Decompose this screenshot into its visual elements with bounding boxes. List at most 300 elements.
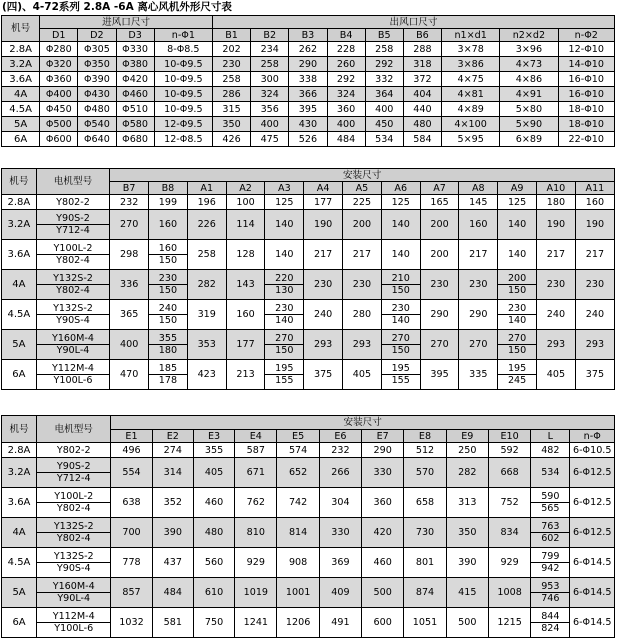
length-cell-line: 565 [531, 502, 569, 514]
value-cell: 318 [403, 57, 441, 72]
value-cell: Φ500 [40, 117, 78, 132]
value-cell: 290 [459, 300, 498, 330]
length-cell-line: 799 [541, 551, 560, 562]
value-cell-line: 230 [391, 303, 410, 314]
column-header: A7 [420, 182, 459, 195]
value-cell: 356 [251, 102, 289, 117]
column-header: E7 [362, 430, 404, 443]
column-header: B7 [110, 182, 149, 195]
column-header: A1 [187, 182, 226, 195]
value-cell: 330 [319, 518, 361, 548]
motor-model-cell-line: Y112M-4 [51, 363, 94, 374]
motor-model-cell [36, 240, 110, 270]
mounting-size-table-a [1, 168, 615, 390]
value-cell: 217 [343, 240, 382, 270]
value-cell [149, 270, 188, 300]
value-cell: 440 [403, 102, 441, 117]
value-cell: 437 [152, 548, 193, 578]
table-row [2, 210, 615, 240]
value-cell: 6-Φ12.5 [570, 458, 615, 488]
value-cell: 6-Φ12.5 [570, 488, 615, 518]
value-cell: 491 [319, 608, 361, 638]
value-cell: 375 [304, 360, 343, 390]
value-cell: 262 [289, 42, 327, 57]
page-title: (四)、4-72系列 2.8A -6A 离心风机外形尺寸表 [2, 1, 232, 13]
value-cell: 177 [304, 195, 343, 210]
value-cell: 114 [226, 210, 265, 240]
value-cell: 395 [289, 102, 327, 117]
value-cell-line: 195 [391, 363, 410, 374]
column-header: A9 [498, 182, 537, 195]
motor-model-cell [37, 608, 111, 638]
table-row [2, 608, 615, 638]
value-cell: 140 [498, 210, 537, 240]
value-cell-line: 155 [265, 374, 303, 386]
value-cell: 1019 [235, 578, 277, 608]
value-cell: 160 [149, 210, 188, 240]
column-header: E4 [235, 430, 277, 443]
value-cell [381, 330, 420, 360]
value-cell: 200 [343, 210, 382, 240]
value-cell: 874 [404, 578, 446, 608]
value-cell-line: 355 [158, 333, 178, 344]
value-cell: 390 [152, 518, 193, 548]
value-cell-line: 180 [149, 344, 187, 356]
column-header: B3 [289, 29, 327, 42]
value-cell: 574 [277, 443, 319, 458]
value-cell-line: 270 [507, 333, 527, 344]
column-header: B5 [365, 29, 403, 42]
value-cell: 16-Φ10 [558, 72, 614, 87]
motor-model-cell [37, 548, 111, 578]
value-cell: 460 [362, 548, 404, 578]
value-cell: 500 [362, 578, 404, 608]
value-cell: 260 [327, 57, 365, 72]
value-cell [498, 330, 537, 360]
length-cell-line: 942 [531, 562, 569, 574]
motor-model-cell-line: Y90L-4 [37, 344, 110, 356]
value-cell: 160 [575, 195, 614, 210]
value-cell: 908 [277, 548, 319, 578]
value-cell: 512 [404, 443, 446, 458]
column-header: E5 [277, 430, 319, 443]
header-motor-model: 电机型号 [37, 416, 111, 443]
value-cell: 801 [404, 548, 446, 578]
value-cell: 282 [187, 270, 226, 300]
value-cell: 293 [537, 330, 576, 360]
motor-model-cell-line: Y712-4 [37, 472, 110, 484]
table-row [2, 87, 615, 102]
value-cell: 395 [420, 360, 459, 390]
value-cell-line: 140 [498, 314, 536, 326]
length-cell-line: 602 [531, 532, 569, 544]
value-cell [265, 330, 304, 360]
value-cell: 426 [212, 132, 250, 147]
value-cell: 1051 [404, 608, 446, 638]
value-cell: 230 [304, 270, 343, 300]
value-cell: 355 [193, 443, 234, 458]
value-cell: 200 [420, 210, 459, 240]
machine-no-cell: 5A [2, 578, 37, 608]
value-cell: 300 [251, 72, 289, 87]
value-cell: Φ350 [78, 57, 116, 72]
length-cell [531, 488, 570, 518]
value-cell: 762 [235, 488, 277, 518]
value-cell: 266 [319, 458, 361, 488]
value-cell: Φ540 [78, 117, 116, 132]
value-cell: 470 [110, 360, 149, 390]
machine-no-cell: 2.8A [2, 42, 40, 57]
table-row [2, 102, 615, 117]
column-header: E6 [319, 430, 361, 443]
value-cell-line: 150 [149, 284, 187, 296]
value-cell: 200 [420, 240, 459, 270]
value-cell: 293 [575, 330, 614, 360]
value-cell: 450 [365, 117, 403, 132]
value-cell: 3×78 [442, 42, 500, 57]
value-cell: 350 [446, 518, 488, 548]
value-cell: 752 [488, 488, 530, 518]
column-header: B4 [327, 29, 365, 42]
value-cell: 140 [498, 240, 537, 270]
table-row [2, 132, 615, 147]
value-cell: 372 [403, 72, 441, 87]
value-cell: 336 [110, 270, 149, 300]
value-cell: 778 [111, 548, 152, 578]
header-outlet-size: 出风口尺寸 [212, 16, 614, 29]
motor-model-cell-line: Y132S-2 [53, 521, 94, 532]
value-cell: 584 [403, 132, 441, 147]
column-header: A10 [537, 182, 576, 195]
value-cell: 405 [343, 360, 382, 390]
column-header: A8 [459, 182, 498, 195]
value-cell: 125 [498, 195, 537, 210]
value-cell: 140 [265, 240, 304, 270]
motor-model-cell-line: Y90S-4 [37, 562, 110, 574]
value-cell: 581 [152, 608, 193, 638]
value-cell: 274 [152, 443, 193, 458]
table-row [2, 72, 615, 87]
value-cell: Φ330 [116, 42, 154, 57]
table-row [2, 270, 615, 300]
table-row [2, 518, 615, 548]
value-cell: 360 [327, 102, 365, 117]
value-cell: 360 [362, 488, 404, 518]
table-row [2, 117, 615, 132]
value-cell-line: 150 [498, 344, 536, 356]
value-cell: 292 [365, 57, 403, 72]
value-cell: 409 [319, 578, 361, 608]
motor-model-cell [36, 330, 110, 360]
value-cell: 230 [459, 270, 498, 300]
value-cell: 834 [488, 518, 530, 548]
value-cell: 404 [403, 87, 441, 102]
value-cell: 292 [327, 72, 365, 87]
value-cell: Φ510 [116, 102, 154, 117]
value-cell: 313 [446, 488, 488, 518]
column-header: n2×d2 [500, 29, 558, 42]
value-cell: 324 [327, 87, 365, 102]
column-header: A4 [304, 182, 343, 195]
machine-no-cell: 4.5A [2, 548, 37, 578]
machine-no-cell: 6A [2, 132, 40, 147]
machine-no-cell: 6A [2, 608, 37, 638]
value-cell: 190 [304, 210, 343, 240]
value-cell-line: 150 [149, 314, 187, 326]
table-row [2, 57, 615, 72]
value-cell: Φ360 [40, 72, 78, 87]
column-header: E10 [488, 430, 530, 443]
value-cell: 270 [110, 210, 149, 240]
motor-model-cell [37, 578, 111, 608]
table-row [2, 300, 615, 330]
value-cell-line: 195 [275, 363, 294, 374]
value-cell: Φ320 [40, 57, 78, 72]
value-cell: Φ400 [40, 87, 78, 102]
motor-model-cell [37, 458, 111, 488]
value-cell: 1215 [488, 608, 530, 638]
value-cell: 929 [235, 548, 277, 578]
value-cell: 3×86 [442, 57, 500, 72]
value-cell: 14-Φ10 [558, 57, 614, 72]
column-header: n-Φ1 [154, 29, 212, 42]
value-cell: 1032 [111, 608, 152, 638]
value-cell: 700 [111, 518, 152, 548]
value-cell: 18-Φ10 [558, 102, 614, 117]
value-cell: 10-Φ9.5 [154, 57, 212, 72]
column-header: A5 [343, 182, 382, 195]
value-cell: 400 [365, 102, 403, 117]
machine-no-cell: 3.6A [2, 240, 37, 270]
value-cell [381, 300, 420, 330]
value-cell: 4×81 [442, 87, 500, 102]
value-cell: 213 [226, 360, 265, 390]
value-cell: 405 [193, 458, 234, 488]
value-cell: 240 [575, 300, 614, 330]
value-cell: 6-Φ14.5 [570, 608, 615, 638]
value-cell: 290 [362, 443, 404, 458]
value-cell: 338 [289, 72, 327, 87]
value-cell: 610 [193, 578, 234, 608]
value-cell [498, 270, 537, 300]
value-cell: 658 [404, 488, 446, 518]
value-cell: 10-Φ9.5 [154, 72, 212, 87]
value-cell-line: 140 [265, 314, 303, 326]
value-cell-line: 200 [507, 273, 527, 284]
value-cell: 145 [459, 195, 498, 210]
value-cell: Φ420 [116, 72, 154, 87]
machine-no-cell: 6A [2, 360, 37, 390]
value-cell: 4×75 [442, 72, 500, 87]
length-cell [531, 608, 570, 638]
table-row [2, 360, 615, 390]
value-cell: Φ600 [40, 132, 78, 147]
motor-model-cell-line: Y90S-2 [56, 461, 91, 472]
column-header: E1 [111, 430, 152, 443]
value-cell: 730 [404, 518, 446, 548]
machine-no-cell: 4A [2, 270, 37, 300]
value-cell: 1206 [277, 608, 319, 638]
value-cell: Φ305 [78, 42, 116, 57]
value-cell-line: 210 [391, 273, 410, 284]
value-cell [381, 360, 420, 390]
value-cell: 128 [226, 240, 265, 270]
value-cell: 125 [265, 195, 304, 210]
column-header: E8 [404, 430, 446, 443]
value-cell: 5×80 [500, 102, 558, 117]
value-cell: 286 [212, 87, 250, 102]
value-cell: Φ280 [40, 42, 78, 57]
column-header: B6 [403, 29, 441, 42]
value-cell: 810 [235, 518, 277, 548]
value-cell-line: 140 [382, 314, 420, 326]
value-cell-line: 150 [382, 284, 420, 296]
value-cell: 6×89 [500, 132, 558, 147]
value-cell: 475 [251, 132, 289, 147]
machine-no-cell: 4.5A [2, 102, 40, 117]
motor-model-cell-line: Y90L-4 [37, 592, 110, 604]
value-cell-line: 240 [158, 303, 178, 314]
value-cell: 199 [149, 195, 188, 210]
machine-no-cell: 3.2A [2, 210, 37, 240]
value-cell: 1241 [235, 608, 277, 638]
value-cell: 258 [212, 72, 250, 87]
value-cell: 258 [365, 42, 403, 57]
motor-model-cell-line: Y160M-4 [52, 581, 95, 592]
value-cell-line: 245 [498, 374, 536, 386]
mounting-size-table-e [1, 415, 615, 638]
value-cell: 240 [304, 300, 343, 330]
value-cell: 10-Φ9.5 [154, 87, 212, 102]
table-row [2, 330, 615, 360]
value-cell: 814 [277, 518, 319, 548]
value-cell: 217 [304, 240, 343, 270]
value-cell: 364 [365, 87, 403, 102]
value-cell: 230 [537, 270, 576, 300]
value-cell: 10-Φ9.5 [154, 102, 212, 117]
column-header: A3 [265, 182, 304, 195]
length-cell [531, 548, 570, 578]
column-header: D3 [116, 29, 154, 42]
motor-model-cell-line: Y112M-4 [52, 611, 95, 622]
header-inlet-size: 进风口尺寸 [40, 16, 213, 29]
value-cell: 929 [488, 548, 530, 578]
value-cell: 350 [212, 117, 250, 132]
header-motor-model: 电机型号 [36, 169, 110, 195]
value-cell-line: 220 [275, 273, 294, 284]
value-cell: 6-Φ14.5 [570, 578, 615, 608]
value-cell: 319 [187, 300, 226, 330]
value-cell: 496 [111, 443, 152, 458]
value-cell: 526 [289, 132, 327, 147]
column-header: E9 [446, 430, 488, 443]
length-cell-line: 590 [541, 491, 560, 502]
value-cell: 4×89 [442, 102, 500, 117]
value-cell-line: 270 [275, 333, 294, 344]
motor-model-cell-line: Y132S-2 [53, 303, 93, 314]
value-cell: 480 [403, 117, 441, 132]
table-row [2, 458, 615, 488]
value-cell: 230 [420, 270, 459, 300]
motor-model-cell [36, 300, 110, 330]
value-cell: 165 [420, 195, 459, 210]
column-header: B1 [212, 29, 250, 42]
value-cell: 270 [420, 330, 459, 360]
value-cell: 554 [111, 458, 152, 488]
value-cell: 857 [111, 578, 152, 608]
value-cell: Φ460 [116, 87, 154, 102]
value-cell-line: 178 [149, 374, 187, 386]
length-cell: 482 [531, 443, 570, 458]
value-cell: 484 [152, 578, 193, 608]
value-cell: 100 [226, 195, 265, 210]
value-cell: Φ640 [78, 132, 116, 147]
value-cell: 352 [152, 488, 193, 518]
machine-no-cell: 3.2A [2, 57, 40, 72]
value-cell [265, 300, 304, 330]
value-cell: 430 [289, 117, 327, 132]
value-cell: 143 [226, 270, 265, 300]
value-cell: 240 [537, 300, 576, 330]
value-cell: 460 [193, 488, 234, 518]
value-cell: 290 [420, 300, 459, 330]
table-row [2, 195, 615, 210]
inlet-outlet-size-table [1, 15, 615, 147]
header-mounting-size: 安装尺寸 [111, 416, 615, 430]
value-cell-line: 230 [507, 303, 527, 314]
value-cell: 190 [537, 210, 576, 240]
length-cell: 534 [531, 458, 570, 488]
length-cell-line: 953 [541, 581, 560, 592]
motor-model-cell [37, 488, 111, 518]
value-cell: 353 [187, 330, 226, 360]
value-cell: 298 [110, 240, 149, 270]
motor-model-cell-line: Y802-4 [37, 254, 110, 266]
value-cell: 560 [193, 548, 234, 578]
value-cell: 230 [575, 270, 614, 300]
machine-no-cell: 4.5A [2, 300, 37, 330]
value-cell [498, 360, 537, 390]
value-cell: 232 [110, 195, 149, 210]
value-cell: 315 [212, 102, 250, 117]
value-cell: 400 [251, 117, 289, 132]
machine-no-cell: 2.8A [2, 443, 37, 458]
motor-model-cell-line: Y100L-2 [54, 491, 94, 502]
length-cell-line: 763 [541, 521, 560, 532]
value-cell: 671 [235, 458, 277, 488]
value-cell: Φ390 [78, 72, 116, 87]
value-cell: 234 [251, 42, 289, 57]
value-cell: 5×90 [500, 117, 558, 132]
value-cell: 652 [277, 458, 319, 488]
value-cell: 228 [327, 42, 365, 57]
value-cell: 18-Φ10 [558, 117, 614, 132]
value-cell: 140 [265, 210, 304, 240]
column-header: D1 [40, 29, 78, 42]
value-cell: 270 [459, 330, 498, 360]
value-cell [498, 300, 537, 330]
value-cell: 190 [575, 210, 614, 240]
value-cell: 304 [319, 488, 361, 518]
table-row [2, 578, 615, 608]
value-cell: 202 [212, 42, 250, 57]
value-cell [265, 360, 304, 390]
machine-no-cell: 2.8A [2, 195, 37, 210]
column-header: n-Φ [570, 430, 615, 443]
value-cell-line: 230 [275, 303, 294, 314]
value-cell: 226 [187, 210, 226, 240]
value-cell: 230 [212, 57, 250, 72]
